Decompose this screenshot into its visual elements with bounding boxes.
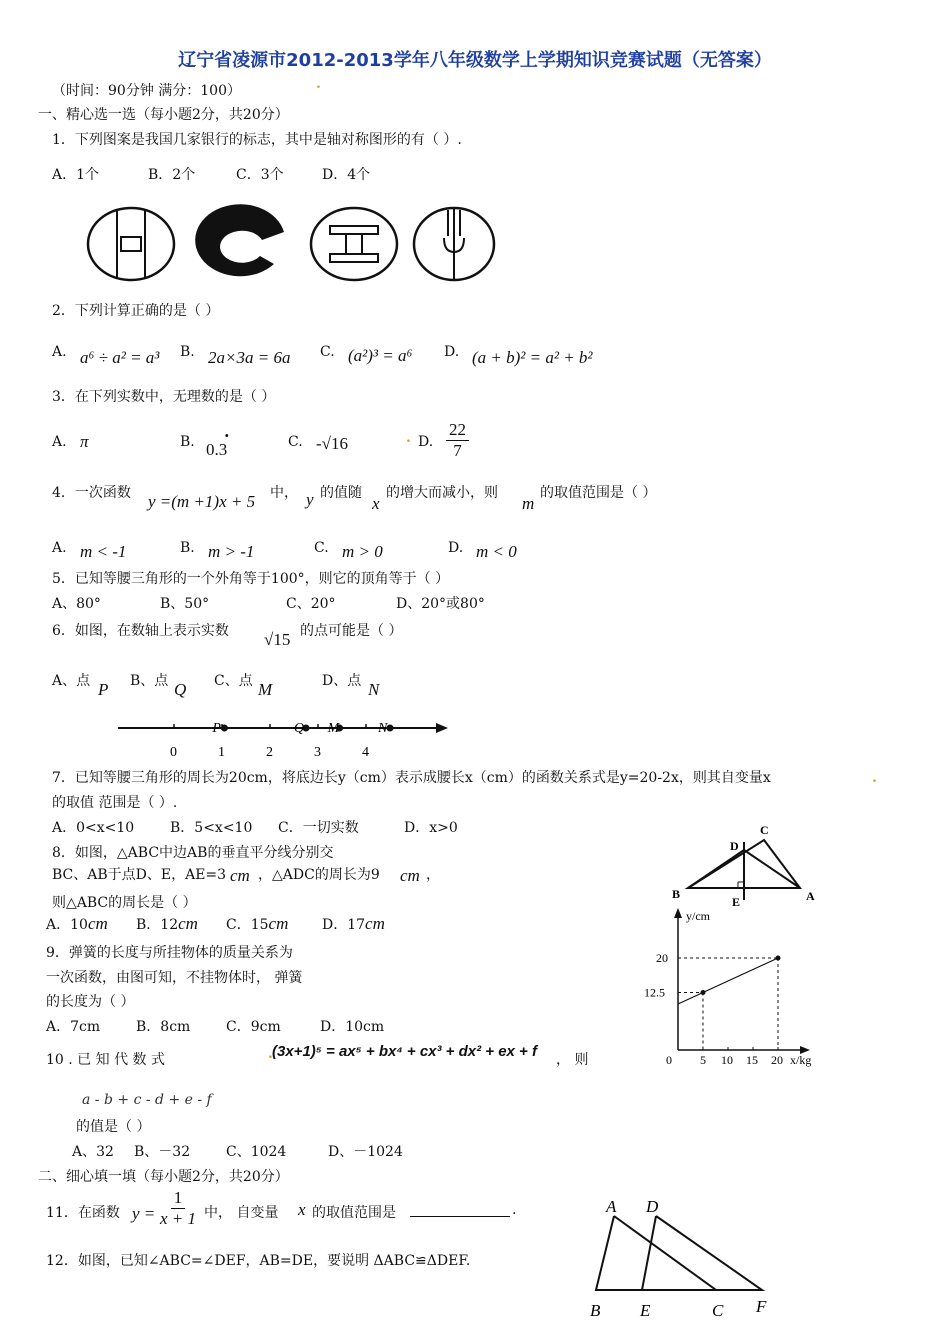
q4-post: 的取值范围是（ ） bbox=[540, 485, 657, 501]
stray-dot: . bbox=[872, 770, 877, 786]
q8-option-b-value: B．12 bbox=[136, 917, 179, 933]
vertex-a-label: A bbox=[806, 889, 815, 903]
q4-label-d: D. bbox=[448, 540, 464, 556]
q6-option-d-prefix: D、点 bbox=[322, 673, 362, 689]
q10-option-c: C、1024 bbox=[226, 1144, 287, 1160]
q8-unit-1: cm bbox=[230, 866, 250, 885]
fraction-denominator: x + 1 bbox=[160, 1208, 197, 1228]
q3-text: 3．在下列实数中，无理数的是（ ） bbox=[52, 389, 276, 405]
y-tick-label: 20 bbox=[656, 951, 668, 965]
bank-logos-figure bbox=[84, 204, 504, 286]
q4-function: y =(m +1)x + 5 bbox=[148, 492, 256, 511]
q11-x: x bbox=[298, 1200, 306, 1219]
q2-label-a: A. bbox=[52, 344, 67, 360]
vertex-c-label: C bbox=[712, 1301, 724, 1320]
q1-option-b: B．2个 bbox=[148, 167, 196, 183]
q4-label-b: B. bbox=[180, 540, 195, 556]
q3-expr-c: -√16 bbox=[316, 434, 348, 453]
q4-y: y bbox=[306, 490, 314, 509]
q10-expression-2: a - b + c - d + e - f bbox=[82, 1092, 212, 1108]
q4-expr-b: m > -1 bbox=[208, 542, 255, 561]
q11-y: y = bbox=[132, 1204, 156, 1223]
number-line-point bbox=[221, 725, 228, 732]
q6-pre: 6．如图，在数轴上表示实数 bbox=[52, 623, 229, 639]
x-tick-label: 20 bbox=[771, 1053, 783, 1067]
q7-line2: 的取值 范围是（ ）. bbox=[52, 795, 178, 811]
vertex-e-label: E bbox=[640, 1301, 651, 1320]
y-tick-label: 12.5 bbox=[644, 985, 665, 1000]
q1-text: 1．下列图案是我国几家银行的标志，其中是轴对称图形的有（ ）. bbox=[52, 132, 462, 148]
series-line bbox=[678, 958, 778, 1004]
q9-option-c: C．9cm bbox=[226, 1019, 281, 1035]
q10-option-a: A、32 bbox=[72, 1144, 114, 1160]
number-line-tick-label: 2 bbox=[266, 745, 273, 760]
q6-option-c-letter: M bbox=[258, 680, 273, 699]
fraction-numerator: 22 bbox=[446, 420, 469, 441]
q7-option-b: B．5<x<10 bbox=[170, 820, 253, 836]
vertex-a-label: A bbox=[606, 1197, 617, 1216]
q8-line2b: ，△ADC的周长为9 bbox=[258, 867, 380, 883]
q8-option-c bbox=[226, 914, 288, 934]
q8-option-a bbox=[46, 914, 108, 934]
q8-option-d bbox=[322, 914, 385, 934]
bank-logo-4 bbox=[414, 208, 494, 280]
number-line-tick-label: 4 bbox=[362, 745, 369, 760]
q6-option-b-letter: Q bbox=[174, 680, 187, 699]
bank-logo-3 bbox=[311, 208, 397, 280]
q2-label-c: C. bbox=[320, 344, 335, 360]
q3-label-a: A. bbox=[52, 434, 67, 450]
q7-option-a: A．0<x<10 bbox=[52, 820, 135, 836]
q2-label-d: D. bbox=[444, 344, 460, 360]
q8-line3: 则△ABC的周长是（ ） bbox=[52, 895, 197, 911]
q2-expr-c: (a²)³ = a⁶ bbox=[348, 346, 413, 365]
repeating-dot: · bbox=[224, 426, 230, 445]
q2-expr-a: a⁶ ÷ a² = a³ bbox=[80, 348, 160, 367]
q11-post: 的取值范围是 bbox=[312, 1205, 396, 1221]
vertex-f-label: F bbox=[756, 1297, 767, 1316]
q1-option-a: A．1个 bbox=[52, 167, 100, 183]
q11-end: . bbox=[512, 1202, 517, 1218]
q9-option-b: B．8cm bbox=[136, 1019, 191, 1035]
vertex-b-label: B bbox=[590, 1301, 601, 1320]
section-2-heading: 二、细心填一填（每小题2分，共20分） bbox=[38, 1169, 289, 1185]
q9-line1: 9．弹簧的长度与所挂物体的质量关系为 bbox=[46, 945, 293, 961]
vertex-c-label: C bbox=[760, 823, 769, 837]
q5-option-a: A、80° bbox=[52, 596, 101, 612]
q2-label-b: B. bbox=[180, 344, 195, 360]
q8-option-c-unit: cm bbox=[268, 914, 289, 933]
q9-line3: 的长度为（ ） bbox=[46, 994, 135, 1010]
number-line-point-label: M bbox=[327, 721, 340, 736]
q8-option-d-value: D．17 bbox=[322, 917, 366, 933]
q8-unit-2: cm bbox=[400, 866, 420, 885]
point-e-label: E bbox=[732, 895, 741, 909]
fraction-denominator: 7 bbox=[453, 440, 462, 460]
q3-expr-b: 0.3 bbox=[206, 440, 228, 459]
number-line-tick-label: 1 bbox=[218, 745, 225, 760]
spring-graph bbox=[640, 904, 840, 1074]
q8-line2a: BC、AB于点D、E，AE=3 bbox=[52, 867, 227, 883]
section-1-heading: 一、精心选一选（每小题2分，共20分） bbox=[38, 107, 289, 123]
q4-x: x bbox=[372, 494, 380, 513]
q6-option-a-prefix: A、点 bbox=[52, 673, 91, 689]
q6-option-a-letter: P bbox=[98, 680, 109, 699]
q6-option-c-prefix: C、点 bbox=[214, 673, 253, 689]
q10-expression: (3x+1)⁵ = ax⁵ + bx⁴ + cx³ + dx² + ex + f bbox=[272, 1043, 537, 1060]
q8-option-c-value: C．15 bbox=[226, 917, 269, 933]
q3-expr-d bbox=[446, 420, 469, 460]
data-point bbox=[701, 990, 706, 995]
q11-answer-blank[interactable] bbox=[410, 1202, 510, 1221]
q2-expr-b: 2a×3a = 6a bbox=[208, 348, 291, 367]
number-line-point bbox=[387, 725, 394, 732]
q8-line2c: ， bbox=[426, 867, 440, 883]
q5-option-d: D、20°或80° bbox=[396, 596, 485, 612]
q2-text: 2．下列计算正确的是（ ） bbox=[52, 303, 220, 319]
q4-label-c: C. bbox=[314, 540, 329, 556]
q3-label-b: B. bbox=[180, 434, 195, 450]
q8-option-b-unit: cm bbox=[178, 914, 198, 933]
q5-option-c: C、20° bbox=[286, 596, 336, 612]
q8-option-d-unit: cm bbox=[365, 914, 385, 933]
point-d-label: D bbox=[730, 839, 739, 853]
bank-logo-1 bbox=[88, 208, 174, 280]
q11-mid: 中， 自变量 bbox=[204, 1205, 279, 1221]
data-point bbox=[776, 956, 781, 961]
number-line-tick-label: 0 bbox=[170, 745, 177, 760]
stray-dot: . bbox=[406, 430, 411, 446]
number-line-point-label: Q bbox=[294, 721, 305, 736]
vertex-b-label: B bbox=[672, 887, 681, 901]
q4-mid3: 的增大而减小，则 bbox=[386, 485, 498, 501]
q5-text: 5．已知等腰三角形的一个外角等于100°，则它的顶角等于（ ） bbox=[52, 571, 450, 587]
number-line-tick-label: 3 bbox=[314, 745, 321, 760]
q4-pre: 4．一次函数 bbox=[52, 485, 131, 501]
q4-expr-c: m > 0 bbox=[342, 542, 383, 561]
q10-option-d: D、－1024 bbox=[328, 1144, 403, 1160]
q6-expr: √15 bbox=[264, 630, 291, 649]
number-line-point-label: P bbox=[212, 721, 221, 736]
bank-logo-2 bbox=[195, 204, 284, 276]
page-title: 辽宁省凌源市2012-2013学年八年级数学上学期知识竞赛试题（无答案） bbox=[178, 50, 772, 71]
q5-option-b: B、50° bbox=[160, 596, 210, 612]
x-axis-label: x/kg bbox=[790, 1053, 812, 1067]
q7-option-c: C．一切实数 bbox=[278, 820, 359, 836]
congruent-triangles-figure bbox=[586, 1194, 776, 1324]
q3-expr-a: π bbox=[80, 432, 89, 451]
exam-info: （时间：90分钟 满分：100） bbox=[52, 83, 241, 99]
q8-option-a-unit: cm bbox=[87, 914, 108, 933]
q4-expr-a: m < -1 bbox=[80, 542, 127, 561]
vertex-d-label: D bbox=[646, 1197, 659, 1216]
stray-dot: . bbox=[316, 76, 321, 92]
q8-option-b bbox=[136, 914, 198, 934]
fraction-numerator: 1 bbox=[171, 1188, 186, 1209]
q4-mid1: 中， bbox=[270, 485, 298, 501]
q11-pre: 11．在函数 bbox=[46, 1205, 120, 1221]
y-axis-label: y/cm bbox=[686, 909, 710, 923]
q8-option-a-value: A．10 bbox=[46, 917, 88, 933]
y-arrow-icon bbox=[674, 908, 682, 918]
q1-option-c: C．3个 bbox=[236, 167, 284, 183]
q10-post: ， 则 bbox=[556, 1052, 589, 1068]
q6-option-b-prefix: B、点 bbox=[130, 673, 169, 689]
stray-dot: . bbox=[268, 1046, 273, 1062]
q12-text: 12．如图，已知∠ABC=∠DEF，AB=DE，要说明 ΔABC≌ΔDEF. bbox=[46, 1253, 471, 1269]
arrow-icon bbox=[436, 723, 448, 733]
q9-option-a: A．7cm bbox=[46, 1019, 101, 1035]
x-tick-label: 10 bbox=[721, 1053, 733, 1067]
x-tick-label: 15 bbox=[746, 1053, 758, 1067]
q10-number: 10 . 已 知 代 数 式 bbox=[46, 1052, 165, 1068]
q4-expr-d: m < 0 bbox=[476, 542, 517, 561]
q10-line2: 的值是（ ） bbox=[76, 1119, 151, 1135]
number-line-point-label: N bbox=[378, 721, 388, 736]
q8-line1: 8．如图，△ABC中边AB的垂直平分线分别交 bbox=[52, 845, 334, 861]
q10-option-b: B、－32 bbox=[134, 1144, 191, 1160]
q11-fraction bbox=[160, 1188, 196, 1228]
q6-post: 的点可能是（ ） bbox=[300, 623, 403, 639]
triangle-abc-figure bbox=[664, 820, 824, 910]
x-tick-label: 5 bbox=[700, 1053, 706, 1067]
q4-m: m bbox=[522, 494, 535, 513]
q2-expr-d: (a + b)² = a² + b² bbox=[472, 348, 593, 367]
number-line-figure bbox=[110, 712, 460, 762]
q3-label-d: D. bbox=[418, 434, 434, 450]
q9-line2: 一次函数，由图可知，不挂物体时， 弹簧 bbox=[46, 970, 303, 986]
q3-label-c: C. bbox=[288, 434, 303, 450]
origin-label: 0 bbox=[666, 1053, 672, 1067]
q7-line1: 7．已知等腰三角形的周长为20cm，将底边长y（cm）表示成腰长x（cm）的函数关系式是y=20-2x，则其自变量x bbox=[52, 770, 771, 786]
q4-mid2: 的值随 bbox=[320, 485, 362, 501]
q1-option-d: D．4个 bbox=[322, 167, 371, 183]
q6-option-d-letter: N bbox=[368, 680, 380, 699]
q7-option-d: D．x>0 bbox=[404, 820, 458, 836]
q4-label-a: A. bbox=[52, 540, 67, 556]
q9-option-d: D．10cm bbox=[320, 1019, 385, 1035]
